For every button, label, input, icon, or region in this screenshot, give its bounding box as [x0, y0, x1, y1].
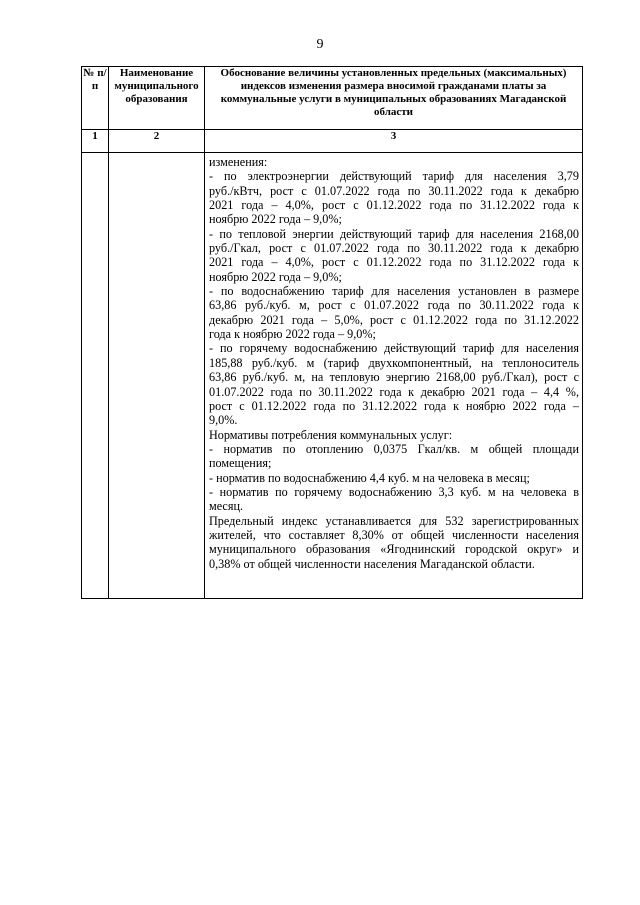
row-number-cell — [82, 153, 109, 599]
text-line: 63,86 руб./куб. м, на тепловую энергию 2168,00 руб./Гкал), рост с — [209, 370, 579, 385]
justification-cell — [205, 153, 583, 599]
text-line: помещения; — [209, 456, 272, 471]
text-line: 63,86 руб./куб. м, рост с 01.07.2022 года по 30.11.2022 года к — [209, 298, 579, 313]
header-municipality: Наименование муниципального образования — [109, 67, 205, 130]
text-line: - по тепловой энергии действующий тариф для населения 2168,00 — [209, 226, 579, 241]
text-line: 01.07.2022 года по 30.11.2022 года к декабрю 2021 года – 4,4 %, — [209, 384, 579, 399]
column-number: 2 — [109, 130, 205, 153]
text-line: - норматив по отоплению 0,0375 Гкал/кв. м общей площади — [209, 441, 579, 456]
text-line: 0,38% от общей численности населения Магаданской области. — [209, 556, 535, 571]
text-line: - по водоснабжению тариф для населения установлен в размере — [209, 284, 579, 299]
column-number: 1 — [82, 130, 109, 153]
column-number: 3 — [205, 130, 583, 153]
text-line: - по горячему водоснабжению действующий тариф для населения — [209, 341, 579, 356]
header-number: № п/п — [82, 67, 109, 130]
text-line: - по электроэнергии действующий тариф для населения 3,79 — [209, 169, 579, 184]
text-line: декабрю 2021 года – 5,0%, рост с 01.12.2022 года по 31.12.2022 — [209, 312, 579, 327]
text-line: изменения: — [209, 155, 268, 169]
text-line: Нормативы потребления коммунальных услуг: — [209, 427, 453, 442]
text-line: - норматив по горячему водоснабжению 3,3 куб. м на человека в — [209, 484, 579, 499]
text-line: года к ноябрю 2022 года – 9,0%; — [209, 327, 376, 342]
table-row — [82, 153, 583, 599]
column-number-row — [82, 130, 583, 153]
text-line: руб./кВтч, рост с 01.07.2022 года по 30.11.2022 года к декабрю — [209, 183, 579, 198]
text-line: руб./Гкал, рост с 01.07.2022 года по 30.11.2022 года к декабрю — [209, 241, 579, 256]
text-line: ноябрю 2022 года – 9,0%; — [209, 212, 342, 227]
header-justification: Обоснование величины установленных предельных (максимальных) индексов изменения размера вносимой гражданами платы за коммунальные услуги в муниципальных образованиях Магаданской области — [205, 67, 583, 130]
text-line: Предельный индекс устанавливается для 532 зарегистрированных — [209, 513, 579, 528]
table-header-row — [82, 67, 583, 130]
text-line: рост с 01.12.2022 года по 31.12.2022 года к ноябрю 2022 года – — [209, 398, 579, 413]
text-line: муниципального образования «Ягоднинский городской округ» и — [209, 542, 579, 557]
text-line: жителей, что составляет 8,30% от общей численности населения — [209, 527, 579, 542]
municipality-cell — [109, 153, 205, 599]
text-line: - норматив по водоснабжению 4,4 куб. м на человека в месяц; — [209, 470, 530, 485]
text-line: 9,0%. — [209, 413, 238, 428]
text-line: 2021 года – 4,0%, рост с 01.12.2022 года по 31.12.2022 года к — [209, 198, 579, 213]
justification-table — [81, 66, 583, 599]
text-line: месяц. — [209, 499, 244, 514]
text-line: ноябрю 2022 года – 9,0%; — [209, 269, 342, 284]
page-number: 9 — [316, 37, 324, 52]
text-line: 2021 года – 4,0%, рост с 01.12.2022 года по 31.12.2022 года к — [209, 255, 579, 270]
text-line: 185,88 руб./куб. м (тариф двухкомпонентный, на теплоноситель — [209, 355, 579, 370]
